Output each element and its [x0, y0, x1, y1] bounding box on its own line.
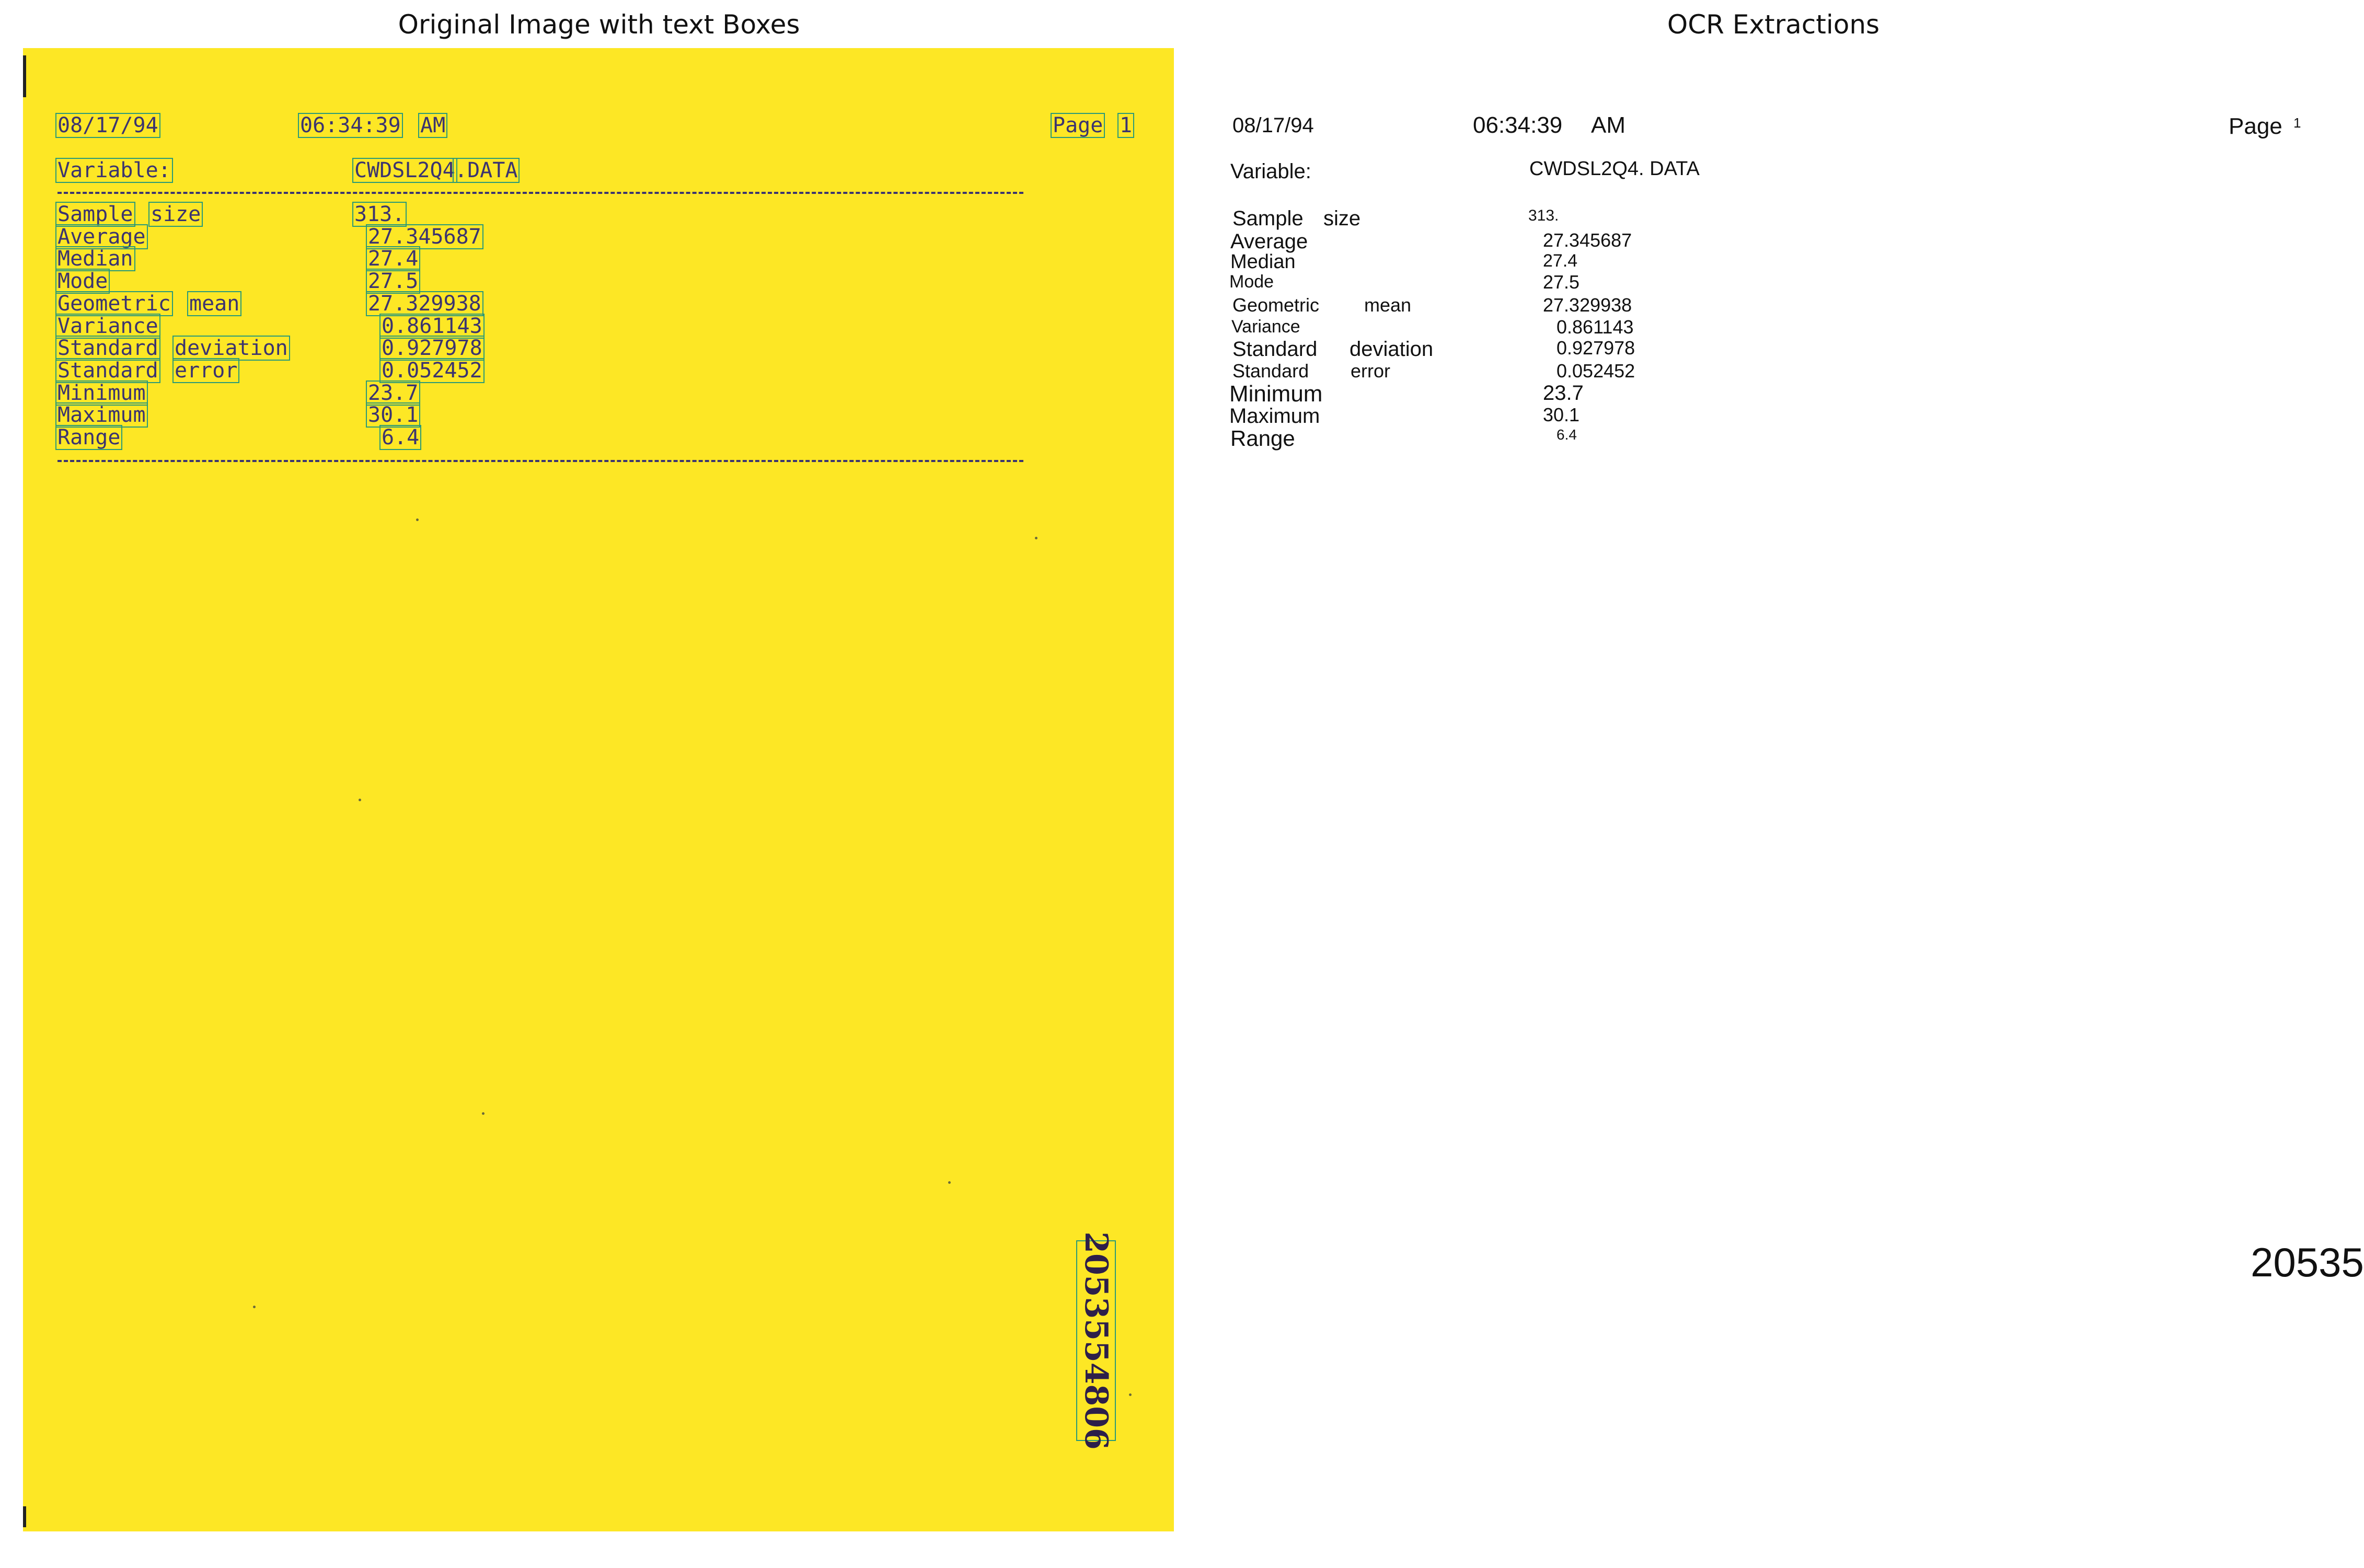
doc-stat-value: 27.329938: [368, 292, 481, 316]
doc-stat-label: Minimum: [57, 381, 146, 405]
ocr-stat-label: mean: [1364, 294, 1412, 316]
scan-speck: [1129, 1393, 1132, 1396]
doc-stat-label: Variance: [57, 314, 158, 338]
ocr-stat-value: 0.927978: [1556, 337, 1635, 359]
ocr-stamp-number: 20535: [2251, 1239, 2364, 1285]
doc-variable-label: Variable:: [57, 158, 171, 182]
doc-stat-label: Standard: [57, 359, 158, 383]
ocr-stat-value: 313.: [1528, 207, 1559, 224]
doc-stamp-box: [1077, 1231, 1115, 1450]
scan-speck: [416, 518, 419, 521]
doc-stat-label: Geometric: [57, 292, 171, 316]
scan-edge-mark: [23, 1506, 26, 1527]
doc-stat-label: Standard: [57, 336, 158, 360]
doc-stat-value: 27.345687: [368, 225, 481, 249]
ocr-stat-label: Variance: [1231, 317, 1300, 337]
ocr-stat-label: Average: [1230, 230, 1308, 253]
doc-stat-value: 0.927978: [382, 336, 482, 360]
doc-variable-ext: .DATA: [455, 158, 518, 182]
ocr-variable-value: CWDSL2Q4. DATA: [1529, 158, 1700, 180]
doc-ampm: AM: [420, 113, 446, 137]
scan-speck: [482, 1112, 485, 1115]
dashed-separator: [57, 460, 1023, 462]
doc-stat-value: 6.4: [382, 425, 420, 449]
scan-speck: [359, 799, 361, 801]
doc-stat-label: error: [175, 359, 238, 383]
ocr-stat-label: Minimum: [1229, 381, 1323, 407]
doc-time: 06:34:39: [300, 113, 401, 137]
ocr-stat-label: Median: [1230, 251, 1296, 273]
scan-edge-mark: [23, 55, 26, 97]
doc-stat-label: Maximum: [57, 403, 146, 427]
ocr-stat-label: error: [1351, 360, 1391, 382]
ocr-stat-label: deviation: [1350, 338, 1434, 361]
ocr-stat-label: Standard: [1232, 338, 1318, 361]
scan-speck: [1035, 537, 1037, 539]
ocr-stat-label: Geometric: [1232, 294, 1320, 316]
dashed-separator: [57, 192, 1023, 194]
ocr-stat-value: 27.329938: [1543, 294, 1632, 316]
scan-speck: [948, 1181, 951, 1184]
doc-stat-label: Range: [57, 425, 121, 449]
ocr-stat-value: 27.5: [1543, 271, 1580, 293]
ocr-stat-label: Standard: [1232, 360, 1309, 382]
ocr-stat-label: Range: [1230, 426, 1295, 451]
doc-page-number: 1: [1120, 113, 1133, 137]
doc-date: 08/17/94: [57, 113, 158, 137]
ocr-stat-value: 23.7: [1543, 382, 1584, 405]
doc-page-label: Page: [1053, 113, 1103, 137]
ocr-date: 08/17/94: [1232, 114, 1314, 137]
doc-stat-value: 0.052452: [382, 359, 482, 383]
doc-stat-label: size: [151, 202, 201, 226]
ocr-stat-label: Sample: [1232, 207, 1304, 230]
doc-stat-value: 27.4: [368, 247, 419, 271]
doc-stat-label: Median: [57, 247, 133, 271]
doc-stat-label: Average: [57, 225, 146, 249]
ocr-stat-label: size: [1323, 207, 1361, 230]
right-panel-title: OCR Extractions: [1667, 9, 1880, 40]
doc-stat-value: 0.861143: [382, 314, 482, 338]
doc-stamp-number: 2053554806: [1078, 1231, 1114, 1450]
ocr-stat-value: 0.052452: [1556, 360, 1635, 382]
ocr-variable-label: Variable:: [1230, 160, 1311, 183]
doc-stat-value: 30.1: [368, 403, 419, 427]
doc-stat-label: Mode: [57, 269, 108, 293]
ocr-stat-label: Mode: [1229, 272, 1274, 292]
ocr-ampm: AM: [1591, 112, 1625, 138]
ocr-stat-value: 30.1: [1543, 404, 1580, 425]
doc-stat-label: Sample: [57, 202, 133, 226]
ocr-stat-value: 27.4: [1543, 251, 1578, 271]
left-panel-title: Original Image with text Boxes: [398, 9, 800, 40]
doc-stat-label: deviation: [175, 336, 288, 360]
ocr-extraction: [1174, 48, 2364, 1531]
ocr-time: 06:34:39: [1473, 112, 1563, 138]
doc-stat-value: 27.5: [368, 269, 419, 293]
scan-speck: [253, 1306, 256, 1308]
doc-stat-value: 23.7: [368, 381, 419, 405]
ocr-stat-value: 6.4: [1556, 426, 1577, 443]
ocr-stat-label: Maximum: [1229, 405, 1320, 428]
scanned-document: [23, 48, 1174, 1531]
ocr-page-number: 1: [2293, 115, 2301, 131]
ocr-page-label: Page: [2229, 113, 2282, 139]
doc-variable-name: CWDSL2Q4: [354, 158, 455, 182]
doc-stat-label: mean: [189, 292, 240, 316]
doc-stat-value: 313.: [354, 202, 405, 226]
ocr-stat-value: 0.861143: [1556, 316, 1634, 338]
ocr-stat-value: 27.345687: [1543, 229, 1632, 251]
